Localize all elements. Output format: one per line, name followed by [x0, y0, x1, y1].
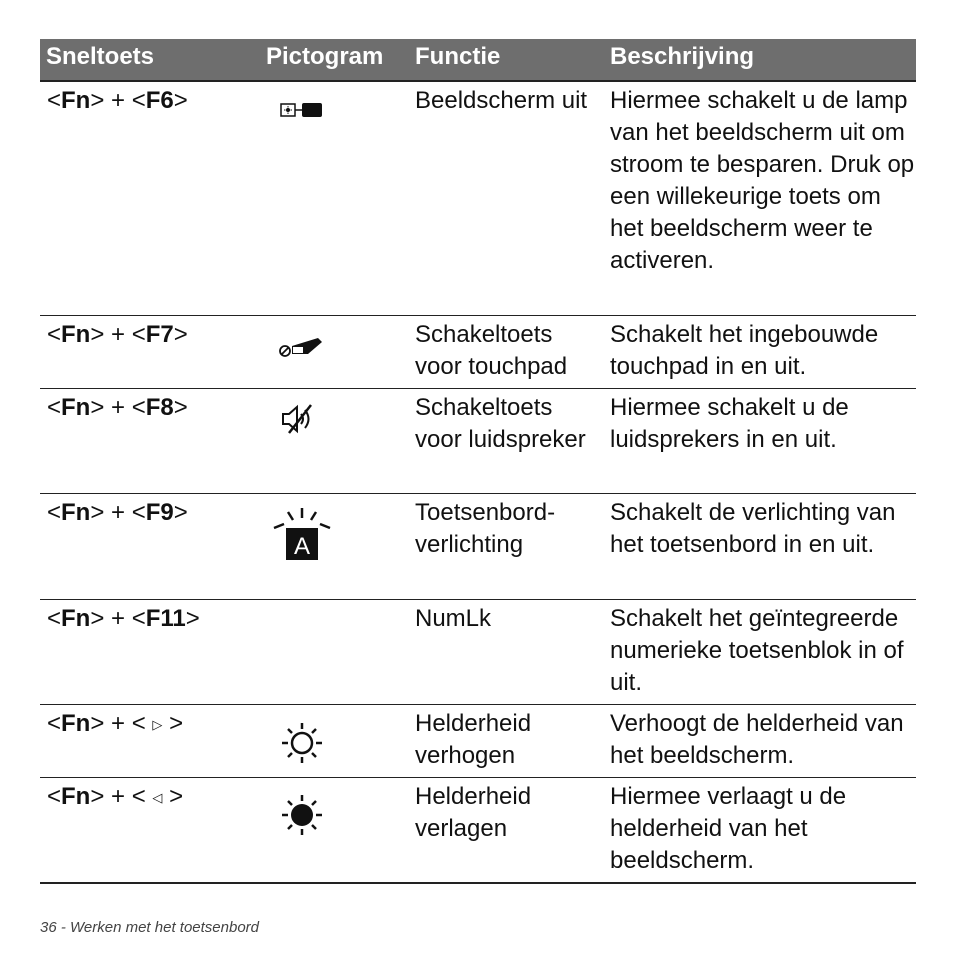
brightness-down-icon — [280, 793, 324, 837]
description-cell: Schakelt de verlichting van het toetsenbord in en uit. — [610, 499, 896, 558]
shortcut-cell: <Fn> + <F8> — [47, 394, 188, 421]
display-off-icon — [280, 102, 324, 118]
shortcut-cell: <Fn> + <F7> — [47, 321, 188, 348]
shortcut-cell: <Fn> + < ▷ > — [47, 710, 184, 737]
header-shortcut: Sneltoets — [46, 43, 155, 70]
header-icon: Pictogram — [266, 43, 384, 70]
speaker-mute-icon — [280, 403, 316, 435]
function-cell: NumLk — [415, 605, 492, 632]
keyboard-backlight-letter: A — [293, 533, 311, 560]
shortcut-cell: <Fn> + <F6> — [47, 87, 188, 114]
function-cell: Schakeltoets voor touchpad — [415, 321, 568, 380]
table-row — [40, 316, 916, 389]
function-cell: Toetsenbord-verlichting — [415, 499, 556, 558]
left-arrow-key: ◁ — [152, 790, 163, 805]
table-row — [40, 389, 916, 494]
page-footer: 36 - Werken met het toetsenbord — [40, 919, 260, 936]
description-cell: Hiermee schakelt u de lamp van het beeldscherm uit om stroom te besparen. Druk op een willekeurige toets om het beeldscherm weer te activeren. — [610, 87, 915, 274]
header-description: Beschrijving — [610, 43, 755, 70]
table-row — [40, 82, 916, 316]
description-cell: Schakelt het geïntegreerde numerieke toetsenblok in of uit. — [610, 605, 904, 696]
touchpad-toggle-icon — [278, 334, 324, 360]
shortcut-cell: <Fn> + < ◁ > — [47, 783, 184, 810]
shortcut-cell: <Fn> + <F9> — [47, 499, 188, 526]
function-cell: Schakeltoets voor luidspreker — [415, 394, 586, 453]
description-cell: Hiermee verlaagt u de helderheid van het beeldscherm. — [610, 783, 847, 874]
function-cell: Beeldscherm uit — [415, 87, 588, 114]
shortcut-cell: <Fn> + <F11> — [47, 605, 200, 632]
description-cell: Verhoogt de helderheid van het beeldscherm. — [610, 710, 904, 769]
table-row — [40, 600, 916, 705]
table-row — [40, 494, 916, 600]
right-arrow-key: ▷ — [152, 717, 163, 732]
brightness-up-icon — [280, 721, 324, 765]
keyboard-backlight-icon — [272, 506, 332, 562]
table-row — [40, 705, 916, 778]
table-row — [40, 778, 916, 884]
table-header — [40, 39, 916, 82]
header-function: Functie — [415, 43, 501, 70]
function-cell: Helderheid verlagen — [415, 783, 532, 842]
description-cell: Hiermee schakelt u de luidsprekers in en uit. — [610, 394, 849, 453]
function-cell: Helderheid verhogen — [415, 710, 532, 769]
shortcut-table — [40, 39, 916, 884]
description-cell: Schakelt het ingebouwde touchpad in en uit. — [610, 321, 879, 380]
